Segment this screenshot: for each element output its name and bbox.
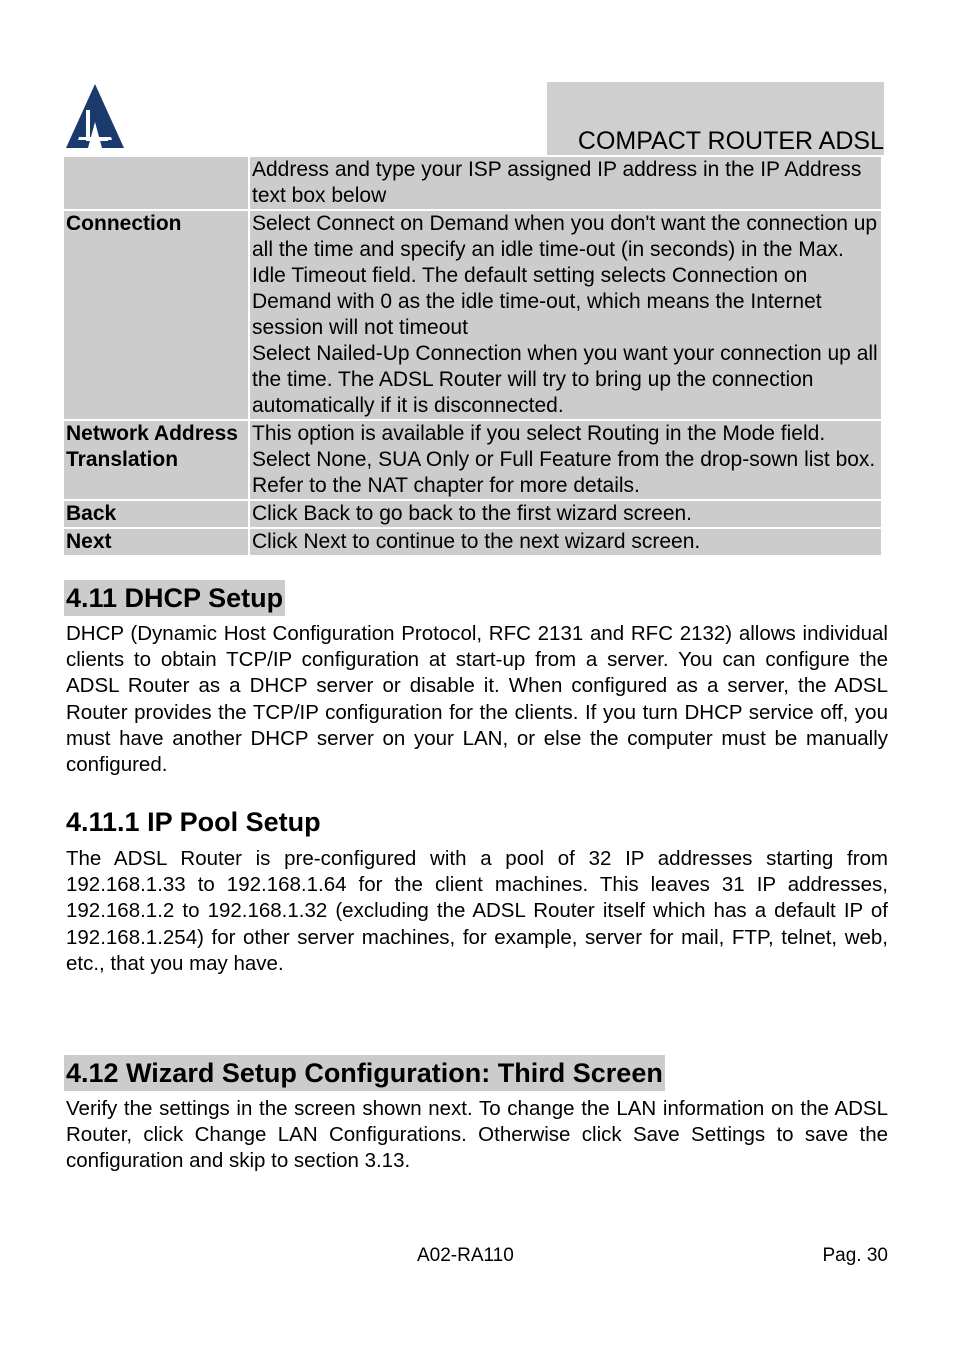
table-row: [64, 501, 881, 527]
row-desc: Address and type your ISP assigned IP address in the IP Address text box below: [250, 157, 881, 209]
row-desc: This option is available if you select Routing in the Mode field. Select None, SUA Only or Full Feature from the drop-sown list box. Refer to the NAT chapter for more details.: [250, 421, 881, 499]
section-body-wizard: Verify the settings in the screen shown next. To change the LAN information on the ADSL Router, click Change LAN Configurations. Otherwise click Save Settings to save the configuration and skip to section 3.13.: [66, 1097, 888, 1173]
section-title-dhcp: 4.11 DHCP Setup: [64, 580, 285, 616]
row-term: Network Address Translation: [64, 421, 248, 499]
footer-page-number: Pag. 30: [822, 1245, 888, 1266]
row-desc: Click Back to go back to the first wizard screen.: [250, 501, 881, 527]
section-body-ip-pool: The ADSL Router is pre-configured with a pool of 32 IP addresses starting from 192.168.1.33 to 192.168.1.64 for the client machines. This leaves 31 IP addresses, 192.168.1.2 to 192.168.1.32 (excluding the ADSL Router itself which has a default IP of 192.168.1.254) for other server machines, for example, server for mail, FTP, telnet, web, etc., that you may have.: [66, 847, 888, 975]
table-row: [64, 421, 881, 499]
row-term: [64, 157, 248, 209]
row-term: Connection: [64, 211, 248, 419]
header-banner: [547, 82, 884, 155]
brand-logo: [64, 82, 126, 152]
row-term: Next: [64, 529, 248, 555]
header-title: COMPACT ROUTER ADSL: [577, 127, 884, 155]
row-term: Back: [64, 501, 248, 527]
section-body-dhcp: DHCP (Dynamic Host Configuration Protocol, RFC 2131 and RFC 2132) allows individual clients to obtain TCP/IP configuration at start-up from a server. You can configure the ADSL Router as a DHCP server or disable it. When configured as a server, the ADSL Router provides the TCP/IP configuration for the clients. If you turn DHCP service off, you must have another DHCP server on your LAN, or else the computer must be manually configured.: [66, 622, 888, 777]
table-row: [64, 157, 881, 209]
table-row: [64, 211, 881, 419]
section-title-ip-pool: 4.11.1 IP Pool Setup: [66, 807, 321, 837]
parameter-table: [62, 155, 883, 557]
row-desc: Click Next to continue to the next wizard screen.: [250, 529, 881, 555]
table-row: [64, 529, 881, 555]
section-title-wizard: 4.12 Wizard Setup Configuration: Third Screen: [64, 1055, 665, 1091]
footer-model-code: A02-RA110: [417, 1245, 514, 1266]
row-desc: Select Connect on Demand when you don't want the connection up all the time and specify an idle time-out (in seconds) in the Max. Idle Timeout field. The default setting selects Connection on Demand with 0 as the idle time-out, which means the Internet session will not timeout Select Nailed-Up Connection when you want your connection up all the time. The ADSL Router will try to bring up the connection automatically if it is disconnected.: [250, 211, 881, 419]
